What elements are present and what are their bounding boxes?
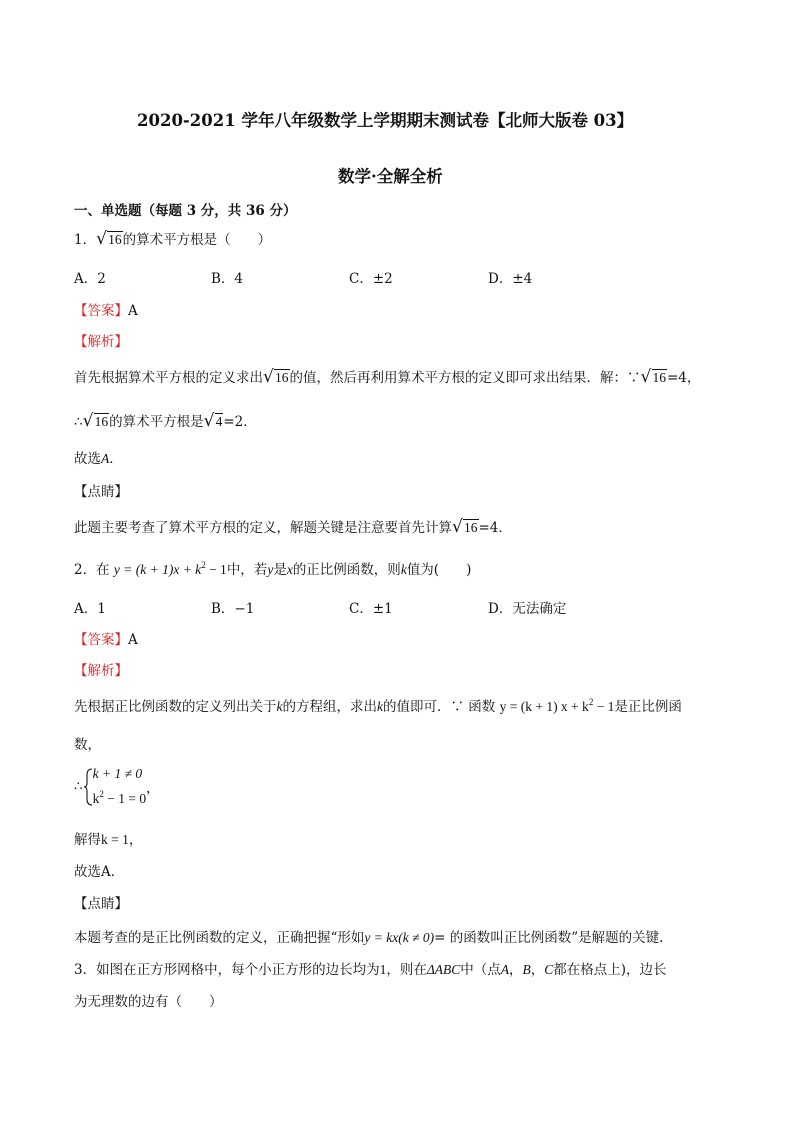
- doc-subtitle: 数学·全解全析: [338, 167, 443, 186]
- q2-comment: 本题考查的是正比例函数的定义，正确把握“形如y = kx(k ≠ 0)= 的函数叫正比例函数”是解题的关键.: [74, 930, 664, 946]
- q2-solve: 解得k = 1，: [74, 832, 143, 848]
- q1-stem: [74, 228, 271, 248]
- q1-option-b: B．4: [211, 271, 244, 287]
- q2-analysis-line1: 先根据正比例函数的定义列出关于k的方程组，求出k的值即可．∵ 函数 y = (k + 1) $x + k^2 - 1$是正比例函: [74, 697, 682, 715]
- q2-option-d: D．无法确定: [488, 601, 567, 617]
- q2-answer: 【答案】A: [74, 632, 138, 648]
- q1-option-d: D．±4: [488, 271, 533, 287]
- q1-option-a: A．2: [74, 271, 106, 287]
- q1-answer: 【答案】A: [74, 303, 138, 319]
- q2-comment-tag: 【点睛】: [74, 896, 128, 912]
- q1-analysis-tag: 【解析】: [74, 334, 128, 350]
- q2-stem: 2．在 $y = (k + 1)x + k^2 - 1$中，若y是x的正比例函数，则k值为( ): [74, 560, 472, 578]
- q2-option-b: B．−1: [211, 601, 255, 617]
- q3-stem-line1: 3．如图在正方形网格中，每个小正方形的边长均为1，则在ΔABC中（点A，B，C都在格点上)，边长: [74, 962, 667, 978]
- doc-title: 2020-2021 学年八年级数学上学期期末测试卷【北师大版卷 03】: [137, 111, 634, 130]
- q1-number: 1．: [74, 232, 97, 248]
- q2-option-c: C．±1: [349, 601, 393, 617]
- q2-choose: 故选A．: [74, 864, 125, 880]
- q2-equation-system: ∴k + 1 ≠ 0 $k^2 - 1 = 0$，: [74, 766, 160, 806]
- q1-option-c: C．±2: [349, 271, 393, 287]
- q1-analysis-line2: ∴ √ 16的算术平方根是 √ 4=2．: [74, 411, 257, 431]
- section-heading: 一、单选题（每题 3 分，共 36 分）: [74, 203, 297, 219]
- q1-choose: 故选A．: [74, 451, 123, 467]
- q1-analysis-line1: 首先根据算术平方根的定义求出 √ 16的值，然后再利用算术平方根的定义即可求出结果．解：∵ √ 16=4，: [74, 367, 701, 387]
- q3-stem-line2: 为无理数的边有（ ）: [74, 994, 223, 1010]
- q1-comment: 此题主要考查了算术平方根的定义，解题关键是注意要首先计算 √ 16=4．: [74, 517, 512, 537]
- q2-option-a: A．1: [74, 601, 106, 617]
- q2-analysis-line2: 数，: [74, 737, 101, 753]
- q1-stem-text: 的算术平方根是（ ）: [122, 232, 272, 248]
- sqrt-16: √ 16: [96, 229, 122, 249]
- q1-comment-tag: 【点睛】: [74, 484, 128, 500]
- brace-icon: [83, 767, 93, 807]
- q2-analysis-tag: 【解析】: [74, 663, 128, 679]
